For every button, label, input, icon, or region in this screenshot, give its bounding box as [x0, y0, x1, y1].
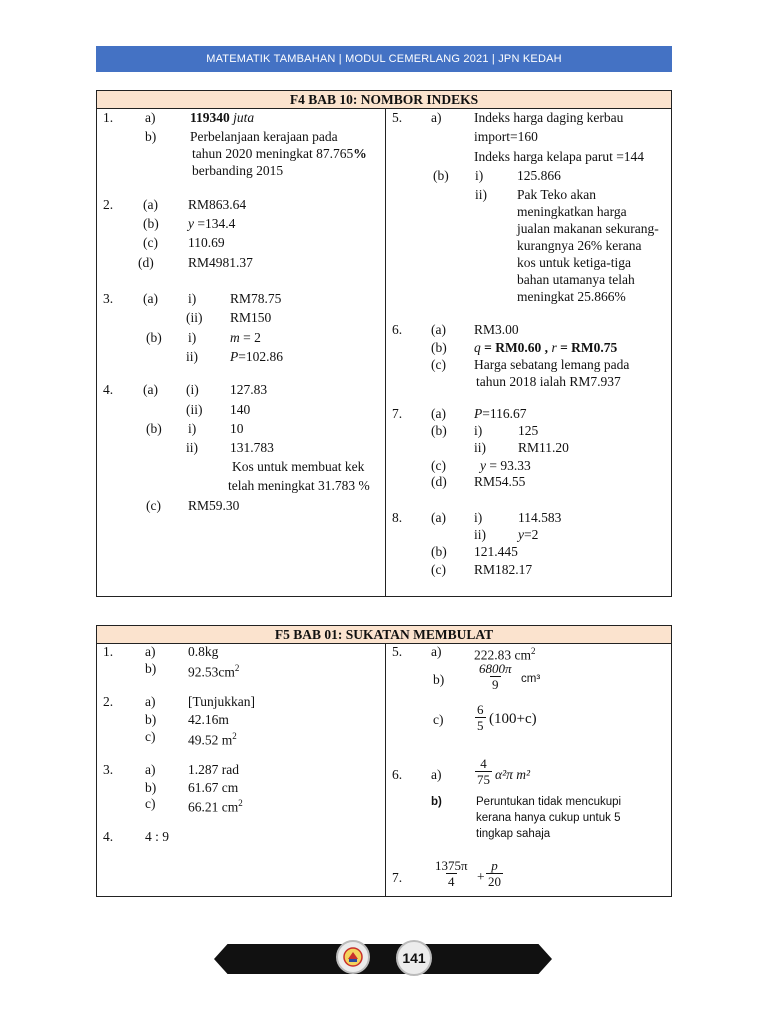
- part-label: c): [145, 796, 156, 811]
- page-number: 141: [396, 940, 432, 976]
- answer: jualan makanan sekurang-: [517, 221, 659, 236]
- answer: 61.67 cm: [188, 780, 239, 795]
- answer: 125.866: [517, 168, 561, 183]
- column-divider: [385, 108, 386, 596]
- answer: RM4981.37: [188, 255, 253, 270]
- part-label: a): [431, 767, 442, 782]
- answer: m = 2: [230, 330, 261, 345]
- answer: RM78.75: [230, 291, 282, 306]
- question-number: 6.: [392, 322, 403, 337]
- denominator: 5: [477, 718, 484, 733]
- answer: 66.21 $cm^2$: [188, 798, 243, 815]
- question-number: 2.: [103, 197, 114, 212]
- answer: 10: [230, 421, 244, 436]
- part-label: (b): [143, 216, 159, 231]
- answer: $92.53cm^2$: [188, 663, 240, 680]
- part-label: (c): [146, 498, 161, 513]
- answer: 119340 juta: [190, 110, 255, 125]
- part-label: (a): [143, 382, 158, 397]
- answer: kurangnya 26% kerana: [517, 238, 642, 253]
- subpart-label: (i): [186, 382, 199, 397]
- answer: RM11.20: [518, 440, 569, 455]
- subpart-label: (ii): [186, 310, 203, 325]
- question-number: 3.: [103, 762, 114, 777]
- fraction: [486, 858, 503, 889]
- part-label: (b): [431, 423, 447, 438]
- part-label: (b): [146, 421, 162, 436]
- answer: RM150: [230, 310, 272, 325]
- subpart-label: i): [188, 330, 197, 345]
- answer: RM3.00: [474, 322, 519, 337]
- section-f5-bab01: [96, 625, 672, 897]
- fraction: [477, 661, 514, 692]
- answer: 222.83 $cm^2$: [474, 646, 536, 663]
- subpart-label: i): [188, 421, 197, 436]
- answer: q = RM0.60 , r = RM0.75: [474, 340, 618, 355]
- part-label: b): [145, 712, 157, 727]
- footer-bar: [214, 944, 552, 974]
- part-label: (c): [431, 562, 446, 577]
- answer: P=102.86: [230, 349, 283, 364]
- answer: α²π m²: [495, 767, 531, 782]
- answer: kos untuk ketiga-tiga: [517, 255, 631, 270]
- part-label: (d): [138, 255, 154, 270]
- part-label: (a): [431, 406, 446, 421]
- subpart-label: i): [474, 510, 483, 525]
- answer: Pak Teko akan: [517, 187, 597, 202]
- answer: tahun 2020 meningkat 87.765%: [192, 146, 367, 161]
- subpart-label: ii): [474, 527, 486, 542]
- part-label: (a): [143, 197, 158, 212]
- answer: 114.583: [518, 510, 562, 525]
- header-banner: MATEMATIK TAMBAHAN | MODUL CEMERLANG 2021 | JPN KEDAH: [96, 46, 672, 72]
- answer: import=160: [474, 129, 538, 144]
- part-label: a): [145, 694, 156, 709]
- part-label: a): [145, 644, 156, 659]
- denominator: 20: [488, 874, 501, 889]
- answer: 127.83: [230, 382, 268, 397]
- answer: Kos untuk membuat kek: [232, 459, 365, 474]
- question-number: 1.: [103, 110, 114, 125]
- answer: RM863.64: [188, 197, 247, 212]
- part-label: a): [431, 110, 442, 125]
- denominator: 4: [448, 874, 455, 889]
- subpart-label: i): [188, 291, 197, 306]
- answer: telah meningkat 31.783 %: [228, 478, 370, 493]
- answer: tingkap sahaja: [476, 828, 551, 840]
- part-label: (a): [431, 510, 446, 525]
- question-number: 5.: [392, 110, 403, 125]
- part-label: (b): [431, 544, 447, 559]
- answer: y = 93.33: [480, 458, 531, 473]
- question-number: 1.: [103, 644, 114, 659]
- denominator: 9: [492, 677, 499, 692]
- numerator: p: [491, 858, 498, 873]
- answer: Indeks harga daging kerbau: [474, 110, 624, 125]
- answer: 121.445: [474, 544, 518, 559]
- answer: 49.52 $m^2$: [188, 731, 237, 748]
- answer: meningkat 25.866%: [517, 289, 626, 304]
- question-number: 7.: [392, 406, 403, 421]
- question-number: 6.: [392, 767, 403, 782]
- part-label: (a): [431, 322, 446, 337]
- answer: 140: [230, 402, 251, 417]
- question-number: 4.: [103, 829, 114, 844]
- fraction: [475, 702, 486, 733]
- part-label: (b): [146, 330, 162, 345]
- part-label: (c): [431, 458, 446, 473]
- part-label: (b): [431, 340, 447, 355]
- answer: Harga sebatang lemang pada: [474, 357, 630, 372]
- subpart-label: (ii): [186, 402, 203, 417]
- answer: Perbelanjaan kerajaan pada: [190, 129, 338, 144]
- answer: kerana hanya cukup untuk 5: [476, 812, 621, 824]
- subpart-label: i): [475, 168, 484, 183]
- answer: 42.16m: [188, 712, 229, 727]
- answer: 110.69: [188, 235, 225, 250]
- fraction: [433, 858, 470, 889]
- part-label: (c): [431, 357, 446, 372]
- part-label: b): [145, 661, 157, 676]
- answer: meningkatkan harga: [517, 204, 627, 219]
- answer: y=2: [518, 527, 539, 542]
- unit: cm³: [521, 673, 541, 685]
- question-number: 7.: [392, 870, 403, 885]
- section-title: F5 BAB 01: SUKATAN MEMBULAT: [97, 626, 671, 644]
- answer: 125: [518, 423, 539, 438]
- question-number: 2.: [103, 694, 114, 709]
- numerator: 6800π: [479, 661, 512, 676]
- part-label: a): [145, 110, 156, 125]
- part-label: (c): [143, 235, 158, 250]
- answer: [Tunjukkan]: [188, 694, 256, 709]
- numerator: 6: [477, 702, 484, 717]
- answer: RM59.30: [188, 498, 240, 513]
- part-label: (a): [143, 291, 158, 306]
- part-label: a): [431, 644, 442, 659]
- answer: 131.783: [230, 440, 274, 455]
- column-divider: [385, 643, 386, 896]
- answer: (100+c): [489, 711, 537, 727]
- answer: Peruntukan tidak mencukupi: [476, 796, 622, 808]
- part-label: (b): [433, 168, 449, 183]
- answer: y =134.4: [188, 216, 236, 231]
- denominator: 75: [477, 772, 490, 787]
- subpart-label: i): [474, 423, 483, 438]
- subpart-label: ii): [474, 440, 486, 455]
- numerator: 1375π: [435, 858, 468, 873]
- question-number: 8.: [392, 510, 403, 525]
- answer: bahan utamanya telah: [517, 272, 635, 287]
- answer: RM54.55: [474, 474, 526, 489]
- fraction: [475, 756, 492, 787]
- section-f4-bab10: [96, 90, 672, 597]
- answer: RM182.17: [474, 562, 533, 577]
- question-number: 4.: [103, 382, 114, 397]
- part-label: b): [431, 796, 442, 808]
- part-label: b): [145, 129, 157, 144]
- subpart-label: ii): [186, 349, 198, 364]
- part-label: a): [145, 762, 156, 777]
- part-label: (d): [431, 474, 447, 489]
- answer: tahun 2018 ialah RM7.937: [476, 374, 621, 389]
- part-label: b): [433, 672, 445, 687]
- question-number: 3.: [103, 291, 114, 306]
- jpn-emblem-icon: [336, 940, 370, 974]
- answer: 1.287 rad: [188, 762, 239, 777]
- answer: 0.8kg: [188, 644, 219, 659]
- answer: 4 : 9: [145, 829, 170, 844]
- plus-sign: +: [477, 869, 485, 884]
- question-number: 5.: [392, 644, 403, 659]
- part-label: b): [145, 780, 157, 795]
- part-label: c): [433, 712, 444, 727]
- numerator: 4: [480, 756, 487, 771]
- subpart-label: ii): [475, 187, 487, 202]
- answer: Indeks harga kelapa parut =144: [474, 149, 645, 164]
- answer: P=116.67: [474, 406, 527, 421]
- part-label: c): [145, 729, 156, 744]
- subpart-label: ii): [186, 440, 198, 455]
- section-title: F4 BAB 10: NOMBOR INDEKS: [97, 91, 671, 109]
- answer: berbanding 2015: [192, 163, 284, 178]
